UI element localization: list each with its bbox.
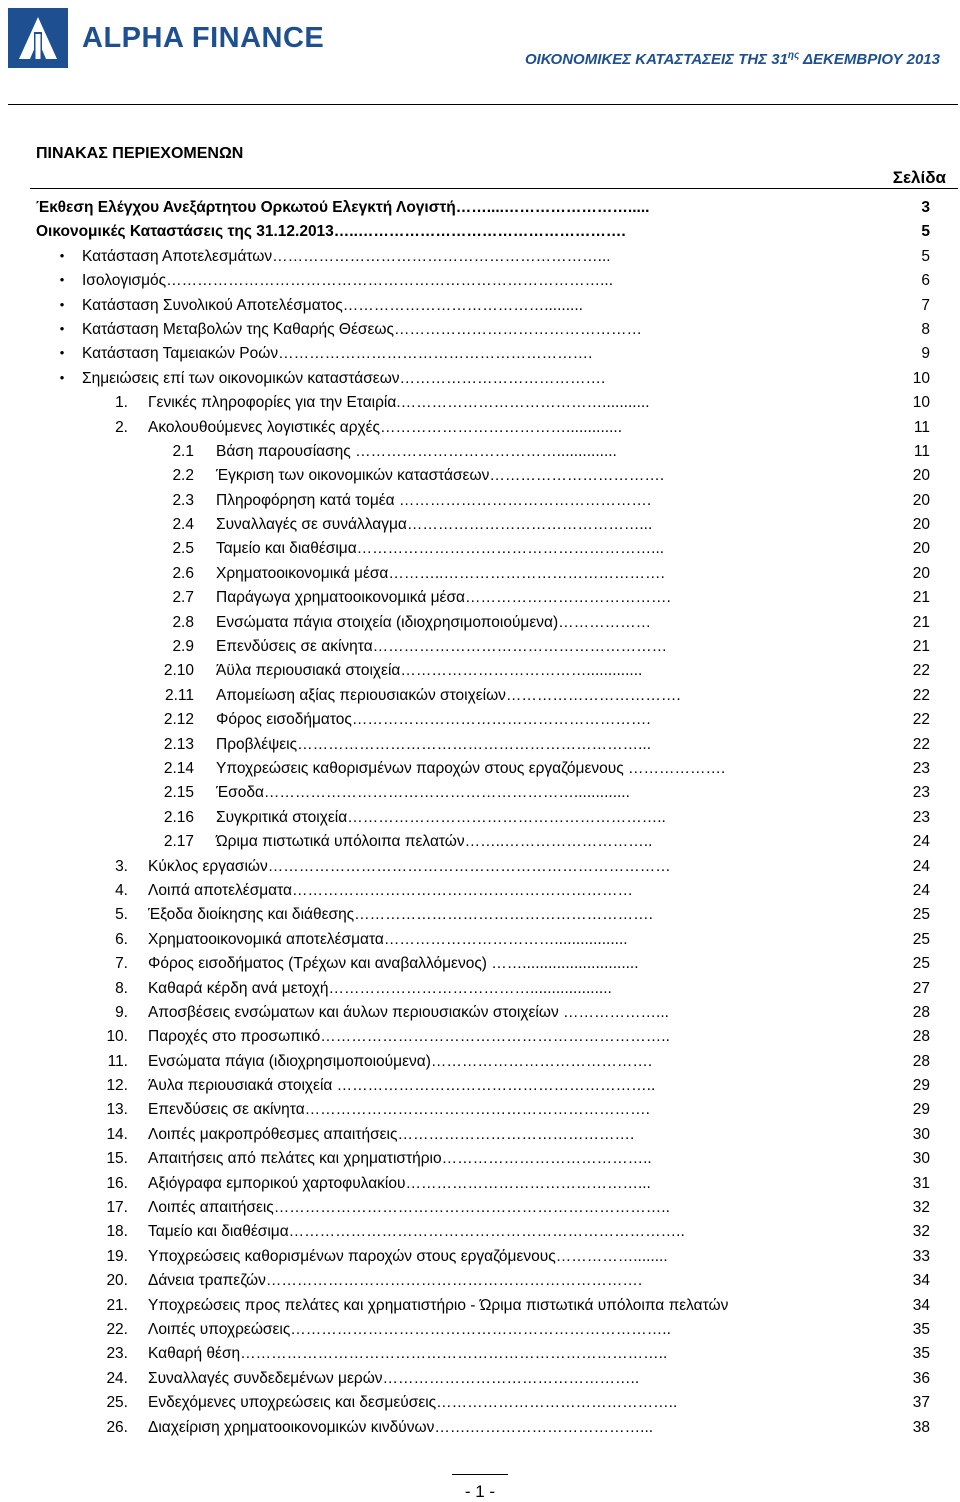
toc-entry[interactable]	[0, 684, 960, 708]
toc-entry-title: Φόρος εισοδήματος (Τρέχων και αναβαλλόμενος) ……...........................	[148, 955, 639, 973]
toc-entry-number: 26.	[106, 1418, 128, 1436]
toc-entry-number: 4.	[115, 881, 128, 899]
toc-entry[interactable]	[0, 1318, 960, 1342]
report-title-main: ΟΙΚΟΝΟΜΙΚΕΣ ΚΑΤΑΣΤΑΣΕΙΣ ΤΗΣ 31	[524, 51, 788, 68]
toc-entry[interactable]	[0, 1025, 960, 1049]
toc-entry-page: 20	[912, 516, 930, 534]
toc-entry[interactable]	[0, 708, 960, 732]
toc-entry-page: 24	[912, 881, 930, 899]
toc-entry[interactable]	[0, 1416, 960, 1440]
toc-entry[interactable]	[0, 1269, 960, 1293]
toc-entry-number: 24.	[106, 1369, 128, 1387]
toc-entry-number: 14.	[106, 1125, 128, 1143]
toc-entry-title: Αξιόγραφα εμπορικού χαρτοφυλακίου………………………………………...	[148, 1174, 651, 1192]
toc-entry[interactable]	[0, 1220, 960, 1244]
toc-entry[interactable]	[0, 416, 960, 440]
toc-entry-number: 2.10	[163, 662, 194, 680]
toc-entry-page: 38	[912, 1418, 930, 1436]
toc-entry-title: Παροχές στο προσωπικό…………………………………………………………..	[148, 1028, 670, 1046]
toc-entry[interactable]	[0, 464, 960, 488]
toc-entry-number: 2.7	[172, 589, 194, 607]
toc-entry-number: 18.	[106, 1223, 128, 1241]
toc-entry-number: 16.	[106, 1174, 128, 1192]
toc-entry-title: Σημειώσεις επί των οικονομικών καταστάσεων………………………………….	[82, 369, 606, 387]
toc-entry[interactable]	[0, 1172, 960, 1196]
toc-entry[interactable]	[0, 513, 960, 537]
toc-entry-number: 2.14	[163, 759, 194, 777]
toc-entry-title: Έκθεση Ελέγχου Ανεξάρτητου Ορκωτού Ελεγκτή Λογιστή……....…………………….....	[36, 199, 650, 216]
toc-entry-page: 35	[912, 1345, 930, 1363]
toc-entry-page: 35	[912, 1320, 930, 1338]
toc-entry-page: 20	[912, 467, 930, 485]
toc-entry-page: 10	[912, 394, 930, 412]
toc-entry-number: 9.	[115, 1003, 128, 1021]
footer-divider	[452, 1474, 508, 1475]
toc-entry-title: Επενδύσεις σε ακίνητα………………………………………………………….	[148, 1101, 650, 1119]
toc-entry-page: 6	[921, 272, 930, 290]
header-divider	[8, 104, 958, 105]
toc-entry[interactable]	[0, 879, 960, 903]
toc-entry-title: Πληροφόρηση κατά τομέα ………………………………………….	[216, 491, 652, 509]
report-title-superscript: ης	[787, 50, 800, 61]
toc-entry-page: 25	[912, 955, 930, 973]
toc-entry-title: Γενικές πληροφορίες για την Εταιρία.…………………………………...........	[148, 394, 650, 412]
toc-entry-number: 2.11	[164, 686, 194, 704]
toc-entry-number: 11.	[107, 1052, 128, 1070]
toc-entry-title: Ταμείο και διαθέσιμα…………………………………………………………………..	[148, 1223, 685, 1241]
toc-entry[interactable]	[0, 928, 960, 952]
toc-entry-title: Υποχρεώσεις καθορισμένων παροχών στους εργαζόμενους……………........	[148, 1247, 668, 1265]
logo-text: ALPHA FINANCE	[82, 21, 325, 54]
toc-entry-title: Λοιπές απαιτήσεις…………………………………………………………………..	[148, 1199, 670, 1217]
toc-entry-title: Ενδεχόμενες υποχρεώσεις και δεσμεύσεις………………………………………..	[148, 1394, 678, 1412]
toc-entry-title: Άυλα περιουσιακά στοιχεία ……………………………………………………..	[148, 1077, 656, 1095]
toc-entry-title: Βάση παρουσίασης …………………………………..............	[216, 442, 617, 460]
toc-entry-title: Κατάσταση Συνολικού Αποτελέσματος………………………………….........	[82, 296, 583, 314]
toc-entry-page: 30	[912, 1150, 930, 1168]
toc-entry-title: Λοιπές υποχρεώσεις………………………………………………………………..	[148, 1320, 671, 1338]
toc-entry-page: 37	[912, 1394, 930, 1412]
toc-entry-number: 2.15	[163, 784, 194, 802]
toc-entry-title: Απαιτήσεις από πελάτες και χρηματιστήριο…………………………………..	[148, 1150, 652, 1168]
toc-entry-number: 12.	[106, 1077, 128, 1095]
toc-entry-page: 9	[921, 345, 930, 363]
toc-entry[interactable]	[0, 440, 960, 464]
toc-entry-page: 5	[921, 223, 930, 241]
toc-entry[interactable]	[0, 757, 960, 781]
toc-entry-page: 20	[912, 564, 930, 582]
toc-entry-number: 2.2	[172, 467, 194, 485]
toc-entry-page: 32	[912, 1223, 930, 1241]
toc-entry-title: Αποσβέσεις ενσώματων και άυλων περιουσιακών στοιχείων ………………...	[148, 1003, 669, 1021]
toc-entry-title: Συναλλαγές σε συνάλλαγμα………………………………………...	[216, 516, 653, 534]
toc-entry-number: 20.	[106, 1272, 128, 1290]
toc-entry-title: Διαχείριση χρηματοοικονομικών κινδύνων…….……………………………...	[148, 1418, 654, 1436]
toc-entry-number: 8.	[115, 979, 128, 997]
toc-entry-page: 36	[912, 1369, 930, 1387]
toc-entry[interactable]	[0, 1123, 960, 1147]
toc-entry[interactable]	[0, 1098, 960, 1122]
toc-bullet: •	[59, 345, 65, 361]
toc-entry-page: 34	[912, 1272, 930, 1290]
toc-entry-number: 7.	[115, 955, 128, 973]
toc-entry-page: 22	[912, 662, 930, 680]
toc-entry[interactable]	[0, 1342, 960, 1366]
toc-entry[interactable]	[0, 1367, 960, 1391]
toc-entry[interactable]	[0, 367, 960, 391]
toc-entry-page: 23	[912, 759, 930, 777]
toc-entry[interactable]	[0, 269, 960, 293]
toc-entry-title: Κύκλος εργασιών……………………………………………………………………	[148, 857, 671, 875]
toc-entry[interactable]	[0, 294, 960, 318]
toc-entry-number: 13.	[106, 1101, 128, 1119]
toc-entry[interactable]	[0, 903, 960, 927]
toc-entry-number: 2.	[115, 418, 128, 436]
toc-entry-page: 28	[912, 1003, 930, 1021]
toc-entry-page: 24	[912, 857, 930, 875]
toc-entry[interactable]	[0, 1074, 960, 1098]
toc-entry-title: Χρηματοοικονομικά αποτελέσματα…………………………….................	[148, 930, 628, 948]
toc-entry-page: 29	[912, 1101, 930, 1119]
toc-entry-number: 2.5	[172, 540, 194, 558]
toc-entry-number: 17.	[106, 1199, 128, 1217]
toc-entry-number: 22.	[106, 1320, 128, 1338]
toc-entry-page: 3	[921, 199, 930, 216]
toc-entry-title: Έσοδα…………………………………………………….............	[216, 784, 630, 802]
toc-entry-page: 24	[912, 833, 930, 851]
toc-entry-title: Συναλλαγές συνδεδεμένων μερών…………………………………………..	[148, 1369, 640, 1387]
toc-entry[interactable]	[0, 586, 960, 610]
toc-entry[interactable]	[0, 1147, 960, 1171]
toc-entry[interactable]	[0, 489, 960, 513]
toc-entry[interactable]	[0, 1050, 960, 1074]
toc-entry-number: 2.13	[163, 735, 194, 753]
toc-entry[interactable]	[0, 220, 960, 244]
toc-entry-page: 8	[921, 320, 930, 338]
toc-entry-title: Απομείωση αξίας περιουσιακών στοιχείων…………………………….	[216, 686, 681, 704]
toc-entry-page: 5	[921, 247, 930, 265]
toc-entry-number: 2.9	[172, 638, 194, 656]
toc-entry-number: 1.	[115, 394, 128, 412]
toc-entry[interactable]	[0, 733, 960, 757]
toc-entry[interactable]	[0, 611, 960, 635]
report-title	[525, 50, 940, 68]
toc-entry-number: 2.12	[163, 711, 194, 729]
toc-entry[interactable]	[0, 391, 960, 415]
toc-entry-title: Άϋλα περιουσιακά στοιχεία……………………………….............	[216, 662, 643, 680]
page-column-label: Σελίδα	[892, 168, 946, 187]
toc-entry-page: 31	[912, 1174, 930, 1192]
toc-entry-page: 30	[912, 1125, 930, 1143]
toc-entry-page: 23	[912, 808, 930, 826]
toc-entry[interactable]	[0, 855, 960, 879]
toc-entry-title: Υποχρεώσεις καθορισμένων παροχών στους εργαζόμενους ……………….	[216, 759, 726, 777]
toc-entry-page: 21	[912, 589, 930, 607]
toc-entry-title: Υποχρεώσεις προς πελάτες και χρηματιστήριο - Ώριμα πιστωτικά υπόλοιπα πελατών	[148, 1296, 729, 1314]
toc-entry-title: Ακολουθούμενες λογιστικές αρχές……………………………….............	[148, 418, 623, 436]
toc-entry-page: 11	[913, 442, 930, 460]
toc-bullet: •	[59, 296, 65, 312]
toc-entry[interactable]	[0, 245, 960, 269]
toc-entry-title: Καθαρά κέρδη ανά μετοχή…………………………………...................	[148, 979, 612, 997]
toc-entry[interactable]	[0, 781, 960, 805]
toc-entry[interactable]	[0, 1294, 960, 1318]
toc-entry-title: Καθαρή θέση………………………………………………………………………..	[148, 1345, 668, 1363]
toc-entry-page: 20	[912, 491, 930, 509]
toc-entry-title: Ενσώματα πάγια (ιδιοχρησιμοποιούμενα)…………………………………….	[148, 1052, 653, 1070]
toc-entry-number: 21.	[106, 1296, 128, 1314]
toc-entry-number: 25.	[106, 1394, 128, 1412]
toc-entry[interactable]	[0, 659, 960, 683]
toc-entry-title: Παράγωγα χρηματοοικονομικά μέσα………………………………….	[216, 589, 671, 607]
toc-entry[interactable]	[0, 196, 960, 220]
toc-entry-page: 28	[912, 1052, 930, 1070]
toc-entry-page: 22	[912, 735, 930, 753]
toc-bullet: •	[59, 320, 65, 336]
toc-entry-page: 10	[912, 369, 930, 387]
toc-entry-page: 22	[912, 711, 930, 729]
toc-entry[interactable]	[0, 635, 960, 659]
toc-entry-page: 20	[912, 540, 930, 558]
toc-entry-title: Οικονομικές Καταστάσεις της 31.12.2013…..…………………………………………….	[36, 223, 626, 241]
toc-divider	[30, 188, 958, 189]
toc-entry-title: Κατάσταση Ταμειακών Ροών…………………………………………………….	[82, 345, 593, 363]
toc-entry-title: Έξοδα διοίκησης και διάθεσης………………………………………………….	[148, 906, 653, 924]
toc-entry[interactable]	[0, 806, 960, 830]
toc-entry[interactable]	[0, 1196, 960, 1220]
toc-entry-page: 32	[912, 1199, 930, 1217]
toc-entry-title: Κατάσταση Αποτελεσμάτων………………………………………………………...	[82, 247, 611, 265]
toc-entry-number: 2.1	[172, 442, 194, 460]
toc-entry-page: 21	[912, 613, 930, 631]
toc-entry-number: 23.	[106, 1345, 128, 1363]
toc-entry-number: 2.3	[172, 491, 194, 509]
toc-entry-title: Ισολογισμός…………………………………………………………………………...	[82, 272, 614, 290]
toc-entry-title: Προβλέψεις…………………………………………………………...	[216, 735, 651, 753]
toc-entry-title: Λοιπά αποτελέσματα…………………………………………………………	[148, 881, 634, 899]
toc-entry-page: 33	[912, 1247, 930, 1265]
toc-entry-title: Συγκριτικά στοιχεία……………………………………………………..	[216, 808, 666, 826]
toc-entry-page: 25	[912, 930, 930, 948]
toc-entry-title: Έγκριση των οικονομικών καταστάσεων…………………………….	[216, 467, 665, 485]
toc-entry[interactable]	[0, 830, 960, 854]
company-logo	[8, 8, 324, 68]
toc-entry-title: Κατάσταση Μεταβολών της Καθαρής Θέσεως…………………………………………	[82, 320, 642, 338]
toc-entry-page: 11	[913, 418, 930, 436]
toc-entry[interactable]	[0, 1245, 960, 1269]
toc-entry[interactable]	[0, 562, 960, 586]
toc-entry[interactable]	[0, 977, 960, 1001]
toc-entry-title: Ενσώματα πάγια στοιχεία (ιδιοχρησιμοποιούμενα)………………	[216, 613, 652, 631]
toc-entry-page: 25	[912, 906, 930, 924]
page-number: - 1 -	[464, 1482, 496, 1501]
toc-entry-page: 22	[912, 686, 930, 704]
toc-entry-number: 3.	[115, 857, 128, 875]
toc-entry-number: 2.17	[163, 833, 194, 851]
toc-entry-number: 15.	[106, 1150, 128, 1168]
toc-bullet: •	[59, 272, 65, 288]
table-of-contents	[0, 196, 960, 1440]
toc-entry-page: 7	[921, 296, 930, 314]
toc-entry[interactable]	[0, 318, 960, 342]
alpha-logo-icon	[8, 8, 68, 68]
toc-entry-number: 19.	[106, 1247, 128, 1265]
toc-entry-number: 6.	[115, 930, 128, 948]
toc-entry[interactable]	[0, 1391, 960, 1415]
toc-entry[interactable]	[0, 537, 960, 561]
toc-entry[interactable]	[0, 952, 960, 976]
toc-entry-title: Επενδύσεις σε ακίνητα…………………………………………………	[216, 638, 668, 656]
toc-entry-page: 21	[912, 638, 930, 656]
report-title-end: ΔΕΚΕΜΒΡΙΟΥ 2013	[799, 51, 940, 68]
toc-entry-title: Λοιπές μακροπρόθεσμες απαιτήσεις……………………………………….	[148, 1125, 635, 1143]
toc-entry-title: Χρηματοοικονομικά μέσα………..…………………………………….	[216, 564, 665, 582]
toc-entry-number: 2.8	[172, 613, 194, 631]
toc-entry-page: 34	[912, 1296, 930, 1314]
toc-entry-number: 2.4	[172, 516, 194, 534]
toc-entry-title: Δάνεια τραπεζών……………………………………………………………….	[148, 1272, 643, 1290]
toc-entry-page: 27	[912, 979, 930, 997]
toc-entry-number: 10.	[106, 1028, 128, 1046]
toc-entry-title: Φόρος εισοδήματος………………………………………………….	[216, 711, 651, 729]
toc-entry-page: 29	[912, 1077, 930, 1095]
toc-entry-page: 28	[912, 1028, 930, 1046]
toc-entry[interactable]	[0, 1001, 960, 1025]
toc-entry-number: 2.16	[163, 808, 194, 826]
toc-bullet: •	[59, 247, 65, 263]
toc-entry-number: 5.	[115, 906, 128, 924]
toc-entry[interactable]	[0, 342, 960, 366]
toc-entry-title: Ταμείο και διαθέσιμα…………………………………………………...	[216, 540, 665, 558]
toc-entry-number: 2.6	[172, 564, 194, 582]
toc-bullet: •	[59, 369, 65, 385]
toc-heading: ΠΙΝΑΚΑΣ ΠΕΡΙΕΧΟΜΕΝΩΝ	[36, 145, 244, 162]
toc-entry-title: Ώριμα πιστωτικά υπόλοιπα πελατών……..………………………..	[216, 833, 653, 851]
toc-entry-page: 23	[912, 784, 930, 802]
